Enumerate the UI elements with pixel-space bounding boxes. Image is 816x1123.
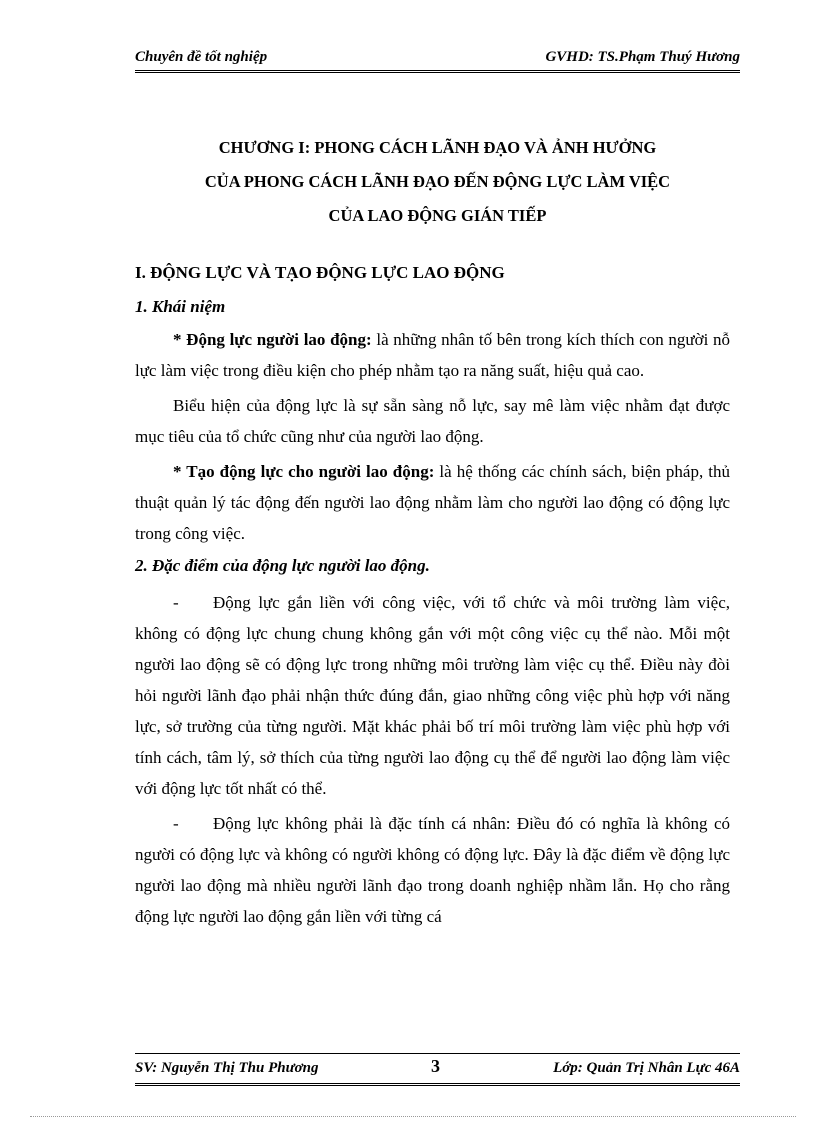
footer-student: SV: Nguyễn Thị Thu Phương (135, 1060, 319, 1076)
chapter-title-line-1: CHƯƠNG I: PHONG CÁCH LÃNH ĐẠO VÀ ẢNH HƯỞNG (218, 138, 657, 157)
page-number: 3 (431, 1056, 440, 1076)
chapter-title-line-2: CỦA PHONG CÁCH LÃNH ĐẠO ĐẾN ĐỘNG LỰC LÀM VIỆC (204, 172, 671, 191)
bullet-item (135, 587, 730, 804)
bullet-dash: - (173, 593, 179, 612)
page-footer (135, 1053, 740, 1080)
bullet-dash: - (173, 814, 179, 833)
header-advisor: GVHD: TS.Phạm Thuý Hương (545, 49, 740, 65)
definition-term: * Tạo động lực cho người lao động: (173, 462, 435, 481)
definition-text: là những nhân tố bên trong kích thích con người nỗ lực làm việc trong điều kiện cho phép nhằm tạo ra năng suất, hiệu quả cao. (135, 330, 730, 380)
bullet-text: Động lực gắn liền với công việc, với tổ chức và môi trường làm việc, không có động lực chung chung không gắn với một công việc cụ thể nào. Mỗi một người lao động sẽ có động lực trong những môi trường làm việc cụ thể. Điều này đòi hỏi người lãnh đạo phải nhận thức đúng đắn, giao những công việc phù hợp với năng lực, sở trường của từng người. Mặt khác phải bố trí môi trường làm việc phù hợp với tính cách, tâm lý, sở thích của từng người lao động cụ thể để người lao động làm việc với động lực tốt nhất có thể. (135, 593, 730, 798)
document-body (135, 256, 730, 932)
definition-creating-motivation (135, 456, 730, 549)
footer-rule (135, 1083, 740, 1086)
definition-motivation (135, 324, 730, 386)
page-edge-divider (30, 1116, 796, 1117)
chapter-title (135, 131, 740, 233)
subsection-heading-characteristics: 2. Đặc điểm của động lực người lao động. (135, 556, 430, 575)
bullet-item (135, 808, 730, 932)
chapter-title-line-3: CỦA LAO ĐỘNG GIÁN TIẾP (328, 206, 547, 225)
header-doc-type: Chuyên đề tốt nghiệp (135, 49, 268, 65)
section-heading: I. ĐỘNG LỰC VÀ TẠO ĐỘNG LỰC LAO ĐỘNG (135, 263, 505, 282)
definition-text: là hệ thống các chính sách, biện pháp, thủ thuật quản lý tác động đến người lao động nhằm làm cho người lao động có động lực trong công việc. (135, 462, 731, 543)
bullet-text: Động lực không phải là đặc tính cá nhân: Điều đó có nghĩa là không có người có động lực và không có người không có động lực. Đây là đặc điểm về động lực người lao động mà nhiều người lãnh đạo trong doanh nghiệp nhầm lẫn. Họ cho rằng động lực người lao động gắn liền với từng cá (135, 814, 730, 926)
subsection-heading-concept: 1. Khái niệm (135, 297, 226, 316)
definition-term: * Động lực người lao động: (173, 330, 372, 349)
footer-class: Lớp: Quản Trị Nhân Lực 46A (553, 1060, 740, 1076)
page-header (135, 46, 740, 73)
paragraph-expression: Biểu hiện của động lực là sự sẵn sàng nỗ lực, say mê làm việc nhằm đạt được mục tiêu của tổ chức cũng như của người lao động. (135, 396, 730, 446)
